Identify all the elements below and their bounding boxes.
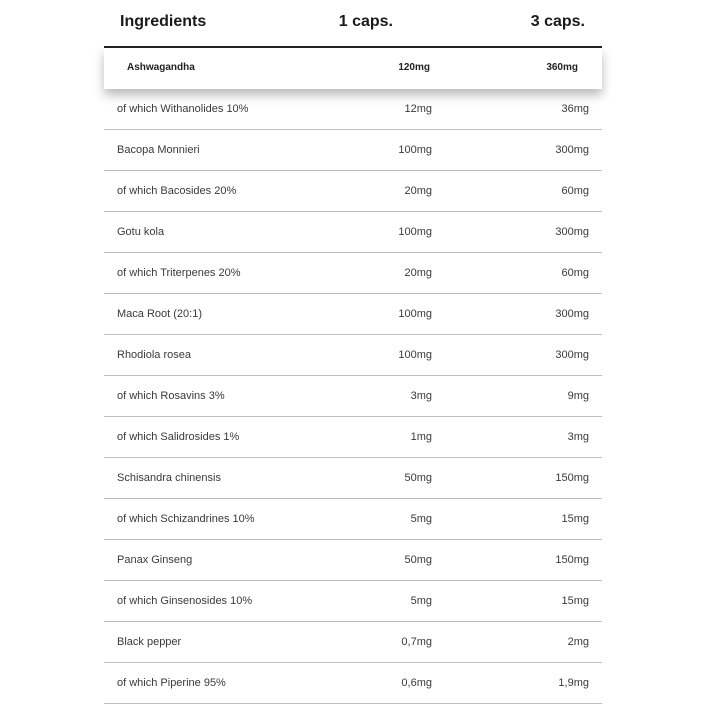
- amount-1-caps: 0,6mg: [401, 677, 432, 689]
- amount-1-caps: 0,7mg: [401, 636, 432, 648]
- amount-1-caps: 100mg: [398, 226, 432, 238]
- amount-1-caps: 50mg: [404, 472, 432, 484]
- table-row-highlighted[interactable]: [104, 48, 602, 89]
- table-row: [104, 335, 602, 376]
- table-row: [104, 294, 602, 335]
- table-row: [104, 212, 602, 253]
- amount-3-caps: 15mg: [561, 595, 589, 607]
- amount-1-caps: 5mg: [410, 513, 432, 525]
- ingredient-name: of which Ginsenosides 10%: [117, 595, 253, 607]
- ingredient-name: of which Schizandrines 10%: [117, 513, 255, 525]
- amount-1-caps: 20mg: [404, 267, 432, 279]
- amount-1-caps: 100mg: [398, 308, 432, 320]
- amount-1-caps: 12mg: [404, 103, 432, 115]
- amount-1-caps: 5mg: [410, 595, 432, 607]
- amount-3-caps: 1,9mg: [558, 677, 589, 689]
- amount-3-caps: 300mg: [555, 308, 589, 320]
- amount-3-caps: 60mg: [561, 185, 589, 197]
- amount-3-caps: 360mg: [546, 62, 578, 73]
- table-row: [104, 663, 602, 704]
- header-ingredients: Ingredients: [120, 13, 207, 30]
- table-row: [104, 376, 602, 417]
- ingredient-name: Panax Ginseng: [117, 554, 193, 566]
- ingredient-name: Black pepper: [117, 636, 182, 648]
- table-row: [104, 622, 602, 663]
- ingredient-name: Gotu kola: [117, 226, 165, 238]
- amount-1-caps: 100mg: [398, 144, 432, 156]
- amount-1-caps: 3mg: [410, 390, 432, 402]
- ingredient-name: Maca Root (20:1): [117, 308, 202, 320]
- ingredient-name: Bacopa Monnieri: [117, 144, 200, 156]
- amount-1-caps: 1mg: [410, 431, 432, 443]
- amount-3-caps: 300mg: [555, 226, 589, 238]
- table-row: [104, 581, 602, 622]
- amount-3-caps: 3mg: [567, 431, 589, 443]
- amount-3-caps: 9mg: [567, 390, 589, 402]
- ingredient-name: of which Piperine 95%: [117, 677, 226, 689]
- header-1-caps: 1 caps.: [338, 13, 393, 30]
- table-row: [104, 130, 602, 171]
- amount-3-caps: 300mg: [555, 349, 589, 361]
- table-row: [104, 89, 602, 130]
- table-row: [104, 253, 602, 294]
- ingredient-name: Ashwagandha: [127, 62, 195, 73]
- ingredient-name: of which Bacosides 20%: [117, 185, 237, 197]
- amount-3-caps: 300mg: [555, 144, 589, 156]
- amount-1-caps: 120mg: [398, 62, 430, 73]
- table-header: [104, 0, 602, 48]
- amount-3-caps: 15mg: [561, 513, 589, 525]
- table-row: [104, 499, 602, 540]
- table-row: [104, 540, 602, 581]
- amount-3-caps: 36mg: [561, 103, 589, 115]
- ingredients-table: [104, 0, 602, 704]
- table-row: [104, 171, 602, 212]
- header-3-caps: 3 caps.: [530, 13, 585, 30]
- amount-3-caps: 60mg: [561, 267, 589, 279]
- ingredient-name: of which Rosavins 3%: [117, 390, 225, 402]
- amount-1-caps: 100mg: [398, 349, 432, 361]
- amount-1-caps: 20mg: [404, 185, 432, 197]
- amount-3-caps: 2mg: [567, 636, 589, 648]
- ingredient-name: of which Salidrosides 1%: [117, 431, 240, 443]
- table-row: [104, 417, 602, 458]
- table-row: [104, 458, 602, 499]
- ingredient-name: of which Withanolides 10%: [117, 103, 249, 115]
- amount-1-caps: 50mg: [404, 554, 432, 566]
- ingredient-name: Rhodiola rosea: [117, 349, 191, 361]
- ingredient-name: Schisandra chinensis: [117, 472, 221, 484]
- ingredient-name: of which Triterpenes 20%: [117, 267, 241, 279]
- amount-3-caps: 150mg: [555, 472, 589, 484]
- amount-3-caps: 150mg: [555, 554, 589, 566]
